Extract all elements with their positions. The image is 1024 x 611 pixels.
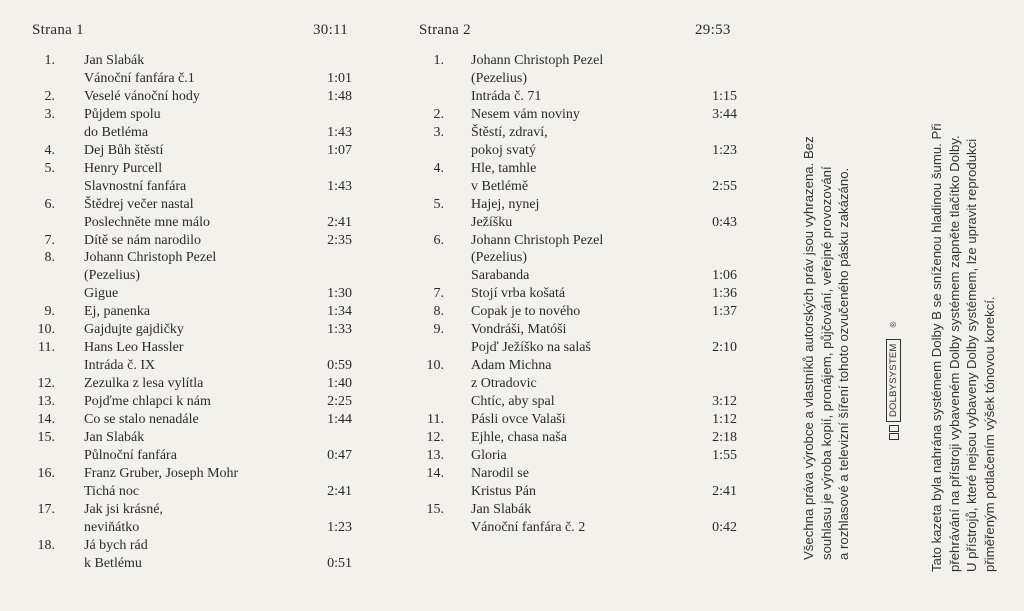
track-number: 11. bbox=[427, 412, 444, 427]
track-entry bbox=[388, 160, 748, 196]
track-entry bbox=[0, 196, 380, 232]
track-number: 16. bbox=[37, 465, 55, 481]
dolby-system-logo bbox=[886, 322, 901, 440]
track-number: 1. bbox=[433, 53, 444, 68]
track-number: 12. bbox=[426, 429, 444, 445]
track-entry bbox=[0, 411, 380, 429]
track-number: 6. bbox=[44, 196, 55, 212]
track-title-line: Intráda č. IX bbox=[84, 358, 156, 374]
track-duration: 1:43 bbox=[327, 124, 352, 140]
track-title-line: Johann Christoph Pezel bbox=[471, 232, 604, 248]
track-entry bbox=[0, 142, 380, 160]
track-duration: 2:10 bbox=[712, 340, 737, 356]
track-title-line: Půlnoční fanfára bbox=[84, 447, 177, 463]
track-title-line: Pásli ovce Valaši bbox=[471, 412, 566, 427]
track-title-line: Sarabanda bbox=[471, 268, 530, 284]
track-entry bbox=[388, 232, 748, 286]
track-title-line: Ejhle, chasa naša bbox=[471, 429, 568, 445]
track-duration: 1:37 bbox=[712, 304, 737, 320]
track-title-line: Jan Slabák bbox=[84, 53, 145, 68]
track-title-line: Slavnostní fanfára bbox=[84, 178, 187, 194]
copyright-line: souhlasu je výroba kopií, pronájem, půjčování, veřejné provozování bbox=[818, 166, 834, 560]
track-title-line: pokoj svatý bbox=[471, 142, 536, 158]
track-title-line: Já bych rád bbox=[84, 537, 148, 553]
track-title-line: Kristus Pán bbox=[471, 483, 536, 499]
track-title-line: Chtíc, aby spal bbox=[471, 394, 555, 410]
dolby-notice-line: přiměřeným potlačením výšek tónovou korekcí. bbox=[981, 296, 997, 572]
track-duration: 1:30 bbox=[327, 286, 352, 302]
track-title-line: Dítě se nám narodilo bbox=[84, 232, 202, 248]
track-duration: 1:48 bbox=[327, 88, 352, 104]
track-duration: 0:47 bbox=[327, 447, 352, 463]
track-entry bbox=[0, 393, 380, 411]
track-title-line: Narodil se bbox=[471, 465, 529, 481]
dolby-notice-line: U přístrojů, které nejsou vybaveny Dolby systémem, lze upravit reprodukci bbox=[964, 138, 979, 572]
track-number: 13. bbox=[37, 394, 55, 410]
track-number: 10. bbox=[426, 358, 444, 374]
track-entry bbox=[0, 537, 380, 573]
track-title-line: Pojďme chlapci k nám bbox=[84, 394, 211, 410]
copyright-line: Všechna práva výrobce a vlastníků autorských práv jsou vyhrazena. Bez bbox=[801, 136, 816, 560]
track-duration: 1:01 bbox=[327, 70, 352, 86]
track-entry bbox=[388, 106, 748, 124]
track-title-line: Jan Slabák bbox=[84, 429, 145, 445]
track-title-line: Stojí vrba košatá bbox=[471, 286, 566, 302]
track-title-line: Gloria bbox=[471, 447, 507, 463]
track-number: 11. bbox=[38, 340, 55, 356]
dolby-notice-line: přehrávání na přístroji vybaveném Dolby systémem zapněte tlačítko Dolby. bbox=[946, 135, 962, 572]
track-duration: 2:35 bbox=[327, 232, 352, 248]
track-number: 7. bbox=[44, 232, 55, 248]
copyright-notice bbox=[800, 136, 853, 560]
track-title-line: Franz Gruber, Joseph Mohr bbox=[84, 465, 239, 481]
track-title-line: Vondráši, Matóši bbox=[471, 322, 567, 338]
track-duration: 1:36 bbox=[712, 286, 737, 302]
dolby-logo-text: DOLBYSYSTEM bbox=[886, 339, 901, 422]
track-entry bbox=[0, 465, 380, 501]
track-entry bbox=[0, 303, 380, 321]
track-duration: 2:41 bbox=[327, 214, 352, 230]
track-entry bbox=[0, 160, 380, 196]
track-duration: 1:34 bbox=[327, 304, 352, 320]
track-entry bbox=[388, 52, 748, 106]
track-number: 5. bbox=[433, 196, 444, 212]
track-number: 9. bbox=[433, 322, 444, 338]
track-duration: 1:43 bbox=[327, 178, 352, 194]
track-title-line: Jan Slabák bbox=[471, 501, 532, 517]
track-number: 12. bbox=[37, 376, 55, 392]
side-1-total-time: 30:11 bbox=[313, 22, 349, 38]
track-title-line: Adam Michna bbox=[471, 358, 552, 374]
track-duration: 1:33 bbox=[327, 322, 352, 338]
track-entry bbox=[0, 106, 380, 142]
track-number: 15. bbox=[37, 429, 55, 445]
track-number: 3. bbox=[44, 106, 55, 122]
track-duration: 1:23 bbox=[327, 519, 352, 535]
track-entry bbox=[0, 375, 380, 393]
track-entry bbox=[0, 88, 380, 106]
track-duration: 2:41 bbox=[712, 483, 737, 499]
track-duration: 0:59 bbox=[327, 358, 352, 374]
track-entry bbox=[388, 429, 748, 447]
side-1-title: Strana 1 bbox=[32, 22, 84, 38]
track-title-line: Nesem vám noviny bbox=[471, 106, 580, 122]
copyright-line: a rozhlasové a televizní šíření tohoto ozvučeného pásku zakázáno. bbox=[836, 167, 851, 560]
track-title-line: Dej Bůh štěstí bbox=[84, 142, 164, 158]
track-entry bbox=[388, 196, 748, 232]
track-title-line: z Otradovic bbox=[471, 376, 537, 392]
track-title-line: Štěstí, zdraví, bbox=[471, 124, 548, 140]
track-title-line: Johann Christoph Pezel bbox=[84, 250, 217, 266]
track-title-line: Poslechněte mne málo bbox=[84, 214, 210, 230]
track-title-line: Štědrej večer nastal bbox=[84, 196, 194, 212]
track-title-line: Intráda č. 71 bbox=[471, 88, 542, 104]
side-2-total-time: 29:53 bbox=[695, 22, 731, 38]
track-duration: 2:55 bbox=[712, 178, 737, 194]
track-title-line: (Pezelius) bbox=[471, 250, 527, 266]
track-entry bbox=[0, 429, 380, 465]
track-duration: 1:40 bbox=[327, 376, 352, 392]
track-entry bbox=[0, 232, 380, 250]
track-entry bbox=[388, 447, 748, 465]
track-entry bbox=[388, 321, 748, 357]
side-2-title: Strana 2 bbox=[419, 22, 471, 38]
track-duration: 1:06 bbox=[712, 268, 737, 284]
track-number: 17. bbox=[37, 501, 55, 517]
track-title-line: Johann Christoph Pezel bbox=[471, 53, 604, 68]
track-number: 7. bbox=[433, 286, 444, 302]
dolby-notice bbox=[928, 123, 998, 572]
track-duration: 0:43 bbox=[712, 214, 737, 230]
track-duration: 1:55 bbox=[712, 447, 737, 463]
track-title-line: Gajdujte gajdičky bbox=[84, 322, 184, 338]
track-entry bbox=[388, 124, 748, 160]
track-number: 15. bbox=[426, 501, 444, 517]
track-number: 1. bbox=[44, 53, 55, 68]
track-number: 2. bbox=[44, 88, 55, 104]
track-number: 14. bbox=[426, 465, 444, 481]
track-title-line: do Betléma bbox=[84, 124, 149, 140]
track-number: 5. bbox=[44, 160, 55, 176]
track-entry bbox=[0, 339, 380, 375]
track-title-line: Zezulka z lesa vylítla bbox=[84, 376, 204, 392]
track-title-line: Copak je to nového bbox=[471, 304, 581, 320]
track-entry bbox=[388, 357, 748, 411]
track-number: 8. bbox=[44, 250, 55, 266]
track-title-line: Vánoční fanfára č. 2 bbox=[471, 519, 586, 535]
track-title-line: neviňátko bbox=[84, 519, 140, 535]
track-number: 10. bbox=[37, 322, 55, 338]
track-duration: 1:23 bbox=[712, 142, 737, 158]
track-duration: 2:18 bbox=[712, 429, 737, 445]
track-title-line: Hans Leo Hassler bbox=[84, 340, 184, 356]
track-number: 4. bbox=[433, 160, 444, 176]
track-entry bbox=[0, 501, 380, 537]
track-entry bbox=[0, 249, 380, 303]
track-entry bbox=[0, 321, 380, 339]
track-number: 18. bbox=[37, 537, 55, 553]
track-entry bbox=[0, 52, 380, 88]
track-title-line: v Betlémě bbox=[471, 178, 529, 194]
track-title-line: (Pezelius) bbox=[471, 70, 527, 86]
track-title-line: Gigue bbox=[84, 286, 119, 302]
track-number: 6. bbox=[433, 232, 444, 248]
track-entry bbox=[388, 411, 748, 429]
track-duration: 1:07 bbox=[327, 142, 352, 158]
track-number: 13. bbox=[426, 447, 444, 463]
track-title-line: Ej, panenka bbox=[84, 304, 151, 320]
track-number: 3. bbox=[433, 124, 444, 140]
track-title-line: Hle, tamhle bbox=[471, 160, 537, 176]
track-duration: 1:44 bbox=[327, 412, 352, 427]
track-duration: 2:25 bbox=[327, 394, 352, 410]
dolby-notice-line: Tato kazeta byla nahrána systémem Dolby B se sníženou hladinou šumu. Při bbox=[929, 123, 944, 572]
track-title-line: Vánoční fanfára č.1 bbox=[84, 70, 195, 86]
track-duration: 3:44 bbox=[712, 106, 737, 122]
track-entry bbox=[388, 303, 748, 321]
track-number: 14. bbox=[37, 412, 55, 427]
track-duration: 0:42 bbox=[712, 519, 737, 535]
track-title-line: (Pezelius) bbox=[84, 268, 140, 284]
track-entry bbox=[388, 285, 748, 303]
track-title-line: Tichá noc bbox=[84, 483, 140, 499]
track-duration: 3:12 bbox=[712, 394, 737, 410]
track-title-line: k Betlému bbox=[84, 555, 142, 571]
track-title-line: Veselé vánoční hody bbox=[84, 88, 200, 104]
track-title-line: Henry Purcell bbox=[84, 160, 163, 176]
track-entry bbox=[388, 501, 748, 537]
track-duration: 1:12 bbox=[712, 412, 737, 427]
track-number: 2. bbox=[433, 106, 444, 122]
dolby-double-d-icon bbox=[889, 425, 899, 440]
track-entry bbox=[388, 465, 748, 501]
track-number: 4. bbox=[44, 142, 55, 158]
track-title-line: Co se stalo nenadále bbox=[84, 412, 199, 427]
track-title-line: Pojď Ježíško na salaš bbox=[471, 340, 591, 356]
track-number: 9. bbox=[44, 304, 55, 320]
track-title-line: Jak jsi krásné, bbox=[84, 501, 163, 517]
track-number: 8. bbox=[433, 304, 444, 320]
track-title-line: Ježíšku bbox=[471, 214, 513, 230]
track-duration: 1:15 bbox=[712, 88, 737, 104]
track-duration: 0:51 bbox=[327, 555, 352, 571]
track-title-line: Půjdem spolu bbox=[84, 106, 161, 122]
registered-mark: ® bbox=[889, 321, 898, 328]
track-title-line: Hajej, nynej bbox=[471, 196, 540, 212]
track-duration: 2:41 bbox=[327, 483, 352, 499]
